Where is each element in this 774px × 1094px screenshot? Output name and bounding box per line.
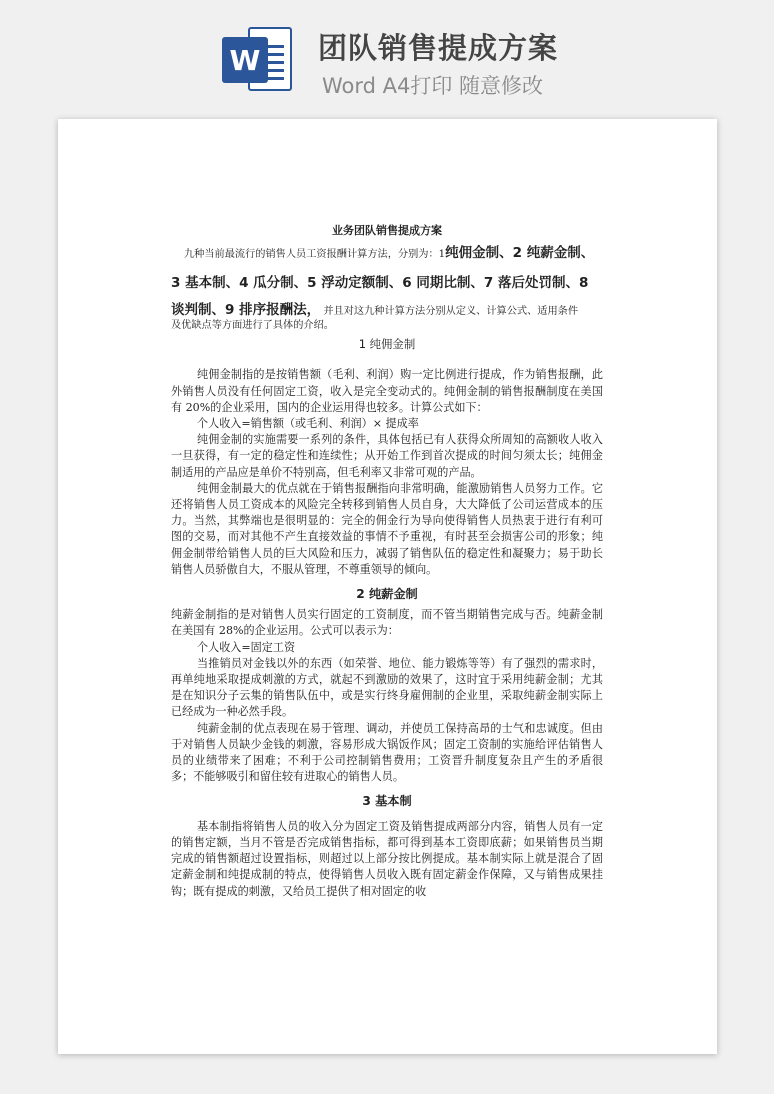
section-3-paragraph-1: 基本制指将销售人员的收入分为固定工资及销售提成两部分内容，销售人员有一定的销售定额，当月不管是否完成销售指标，都可得到基本工资即底薪；如果销售员当期完成的销售额超过设置指标，则超过以上部分按比例提成。基本制实际上就是混合了固定薪金制和纯提成制的特点，使得销售人员收入既有固定薪金作保障，又与销售成果挂钩；既有提成的刺激，又给员工提供了相对固定的收 <box>171 819 603 898</box>
section-1-paragraph-3: 纯佣金制最大的优点就在于销售报酬指向非常明确，能激励销售人员努力工作。它还将销售人员工资成本的风险完全转移到销售人员自身，大大降低了公司运营成本的压力。当然，其弊端也是很明显的：完全的佣金行为导向使得销售人员热衷于进行有利可图的交易，而对其他不产生直接效益的事情不予重视，有时甚至会损害公司的形象；纯佣金制带给销售人员的巨大风险和压力，减弱了销售队伍的稳定性和凝聚力；易于助长销售人员骄傲自大，不服从管理，不尊重领导的倾向。 <box>171 481 603 576</box>
section-heading-1: 1 纯佣金制 <box>358 337 416 352</box>
section-2-formula: 个人收入=固定工资 <box>197 640 296 654</box>
document-page <box>58 119 717 1054</box>
document-title: 业务团队销售提成方案 <box>332 224 442 237</box>
section-heading-3: 3 基本制 <box>362 794 412 809</box>
intro-paragraph <box>171 246 603 333</box>
document-body <box>171 223 603 900</box>
section-heading-2: 2 纯薪金制 <box>356 587 418 602</box>
header-banner <box>0 0 774 118</box>
banner-title: 团队销售提成方案 <box>318 31 559 65</box>
intro-emphasis-1: 纯佣金制、2 纯薪金制、 <box>445 245 595 262</box>
word-badge: W <box>222 37 268 83</box>
intro-line-3 <box>171 303 603 319</box>
section-1-paragraph-2: 纯佣金制的实施需要一系列的条件，具体包括已有人获得众所周知的高额收人收入一旦获得，有一定的稳定性和连续性；从开始工作到首次提成的时间匀须太长；纯佣金制适用的产品应是单价不特别高，但毛利率又非常可观的产品。 <box>171 433 603 479</box>
section-2-paragraph-2: 当推销员对金钱以外的东西（如荣誉、地位、能力锻炼等等）有了强烈的需求时，再单纯地采取提成刺激的方式，就起不到激励的效果了，这时宜于采用纯薪金制；尤其是在知识分子云集的销售队伍中，或是实行终身雇佣制的企业里，采取纯薪金制实际上已经成为一种必然手段。 <box>171 656 603 719</box>
banner-subtitle: Word A4打印 随意修改 <box>322 74 544 98</box>
section-2-paragraph-1: 纯薪金制指的是对销售人员实行固定的工资制度，而不管当期销售完成与否。纯薪金制在美国有 28%的企业运用。公式可以表示为： <box>171 608 603 638</box>
section-1-formula: 个人收入=销售额（或毛利、利润）× 提成率 <box>197 417 419 431</box>
section-2-paragraph-3: 纯薪金制的优点表现在易于管理、调动，并使员工保持高昂的士气和忠诚度。但由于对销售人员缺少金钱的刺激，容易形成大锅饭作风；固定工资制的实施给评估销售人员的业绩带来了困难；不利于公司控制销售费用；工资晋升制度复杂且产生的矛盾很多；不能够吸引和留住较有进取心的销售人员。 <box>171 721 603 784</box>
intro-line-1 <box>171 246 603 262</box>
section-1-paragraph-1: 纯佣金制指的是按销售额（毛利、利润）购一定比例进行提成，作为销售报酬，此外销售人员没有任何固定工资，收入是完全变动式的。纯佣金制的销售报酬制度在美国有 20%的企业采用，国内的企业运用得也较多。计算公式如下： <box>171 368 603 414</box>
intro-suffix: 并且对这九种计算方法分别从定义、计算公式、适用条件 <box>323 306 579 318</box>
word-document-icon <box>222 23 294 97</box>
intro-line-2: 3 基本制、4 瓜分制、5 浮动定额制、6 同期比制、7 落后处罚制、8 <box>171 275 589 292</box>
intro-tail: 及优缺点等方面进行了具体的介绍。 <box>171 320 334 332</box>
intro-prefix: 九种当前最流行的销售人员工资报酬计算方法，分别为：1 <box>184 249 446 261</box>
intro-emphasis-3: 谈判制、9 排序报酬法， <box>171 302 321 319</box>
